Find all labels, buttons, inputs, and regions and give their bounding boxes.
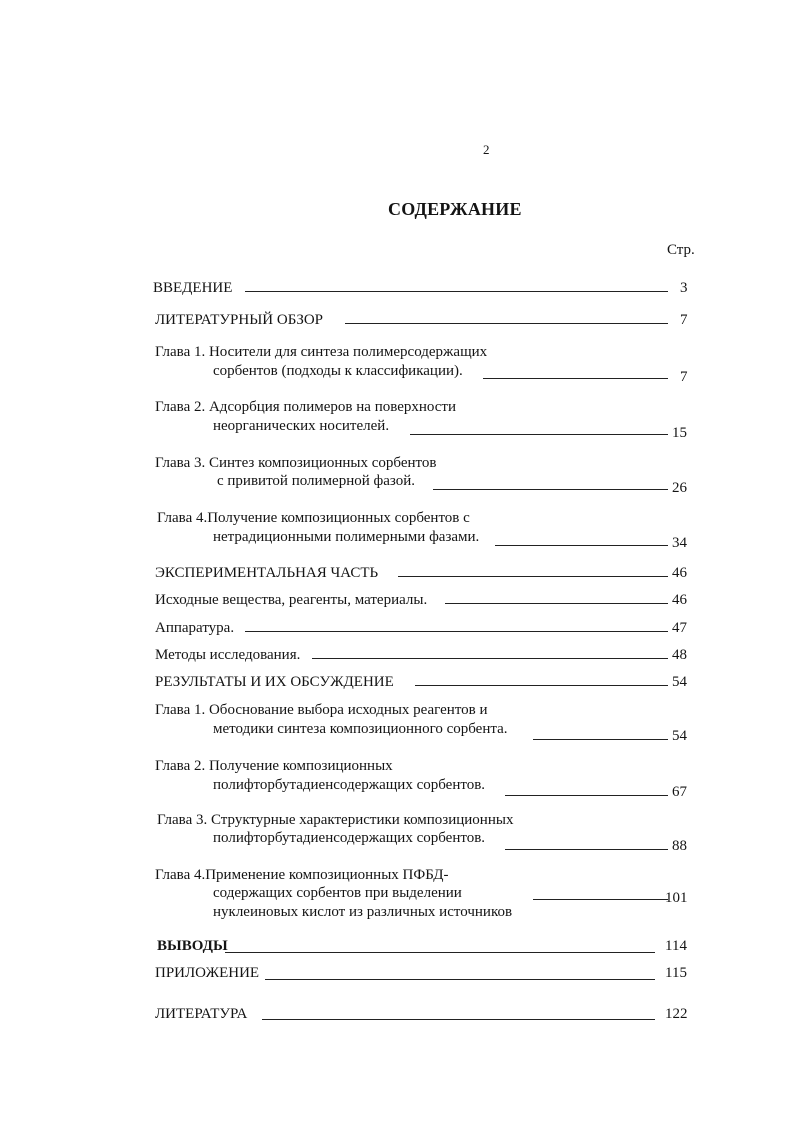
leader-line	[345, 323, 668, 324]
page-title: СОДЕРЖАНИЕ	[388, 199, 522, 219]
leader-line	[483, 378, 668, 379]
toc-entry-page: 47	[672, 620, 687, 636]
toc-entry-label: Глава 2. Адсорбция полимеров на поверхности	[155, 399, 457, 415]
toc-entry-label-continued: нетрадиционными полимерными фазами.	[213, 529, 480, 545]
toc-entry-label: Глава 3. Синтез композиционных сорбентов	[155, 455, 437, 471]
toc-entry-page: 122	[665, 1006, 688, 1022]
toc-entry-page: 26	[672, 480, 687, 496]
toc-entry-page: 54	[672, 674, 687, 690]
page-number: 2	[483, 142, 490, 157]
leader-line	[245, 291, 668, 292]
leader-line	[262, 1019, 655, 1020]
toc-entry-label: ПРИЛОЖЕНИЕ	[155, 965, 260, 981]
page-column-label: Стр.	[667, 242, 695, 258]
toc-entry-label: ВВЕДЕНИЕ	[153, 280, 233, 296]
toc-entry-label: Исходные вещества, реагенты, материалы.	[155, 592, 428, 608]
toc-entry-page: 101	[665, 890, 688, 906]
toc-entry-label-continued: методики синтеза композиционного сорбента.	[213, 721, 508, 737]
leader-line	[505, 795, 668, 796]
toc-entry-label-continued: содержащих сорбентов при выделении	[213, 885, 462, 901]
toc-entry-label: РЕЗУЛЬТАТЫ И ИХ ОБСУЖДЕНИЕ	[155, 674, 394, 690]
toc-entry-label-continued: нуклеиновых кислот из различных источников	[213, 904, 513, 920]
toc-entry-page: 34	[672, 535, 687, 551]
toc-entry-label: ЛИТЕРАТУРНЫЙ ОБЗОР	[155, 312, 324, 328]
toc-entry-label-continued: с привитой полимерной фазой.	[217, 473, 415, 489]
toc-entry-label-continued: сорбентов (подходы к классификации).	[213, 363, 463, 379]
leader-line	[410, 434, 668, 435]
toc-entry-page: 46	[672, 592, 687, 608]
toc-entry-page: 54	[672, 728, 687, 744]
toc-entry-label: Глава 1. Носители для синтеза полимерсодержащих	[155, 344, 488, 360]
leader-line	[445, 603, 668, 604]
toc-entry-label: ВЫВОДЫ	[157, 938, 228, 954]
leader-line	[433, 489, 668, 490]
toc-entry-page: 7	[680, 312, 688, 328]
toc-entry-label: ЛИТЕРАТУРА	[155, 1006, 248, 1022]
toc-entry-label: Глава 3. Структурные характеристики композиционных	[157, 812, 514, 828]
toc-entry-page: 114	[665, 938, 687, 954]
toc-entry-label: Глава 4.Получение композиционных сорбентов с	[157, 510, 470, 526]
toc-entry-label: Глава 4.Применение композиционных ПФБД-	[155, 867, 449, 883]
leader-line	[245, 631, 668, 632]
toc-entry-label: Глава 2. Получение композиционных	[155, 758, 393, 774]
toc-entry-page: 48	[672, 647, 687, 663]
leader-line	[265, 979, 655, 980]
toc-entry-label: Глава 1. Обоснование выбора исходных реагентов и	[155, 702, 488, 718]
leader-line	[312, 658, 668, 659]
leader-line	[505, 849, 668, 850]
leader-line	[225, 952, 655, 953]
toc-entry-label: ЭКСПЕРИМЕНТАЛЬНАЯ ЧАСТЬ	[155, 565, 379, 581]
leader-line	[533, 899, 668, 900]
toc-entry-page: 46	[672, 565, 687, 581]
toc-entry-page: 67	[672, 784, 687, 800]
leader-line	[415, 685, 668, 686]
toc-entry-page: 7	[680, 369, 688, 385]
toc-entry-label: Методы исследования.	[155, 647, 301, 663]
leader-line	[398, 576, 668, 577]
toc-entry-page: 3	[680, 280, 688, 296]
toc-entry-page: 115	[665, 965, 687, 981]
leader-line	[533, 739, 668, 740]
toc-entry-label-continued: полифторбутадиенсодержащих сорбентов.	[213, 777, 486, 793]
toc-entry-page: 88	[672, 838, 687, 854]
toc-entry-label-continued: полифторбутадиенсодержащих сорбентов.	[213, 830, 486, 846]
toc-entry-label: Аппаратура.	[155, 620, 235, 636]
leader-line	[495, 545, 668, 546]
toc-entry-label-continued: неорганических носителей.	[213, 418, 390, 434]
toc-entry-page: 15	[672, 425, 687, 441]
